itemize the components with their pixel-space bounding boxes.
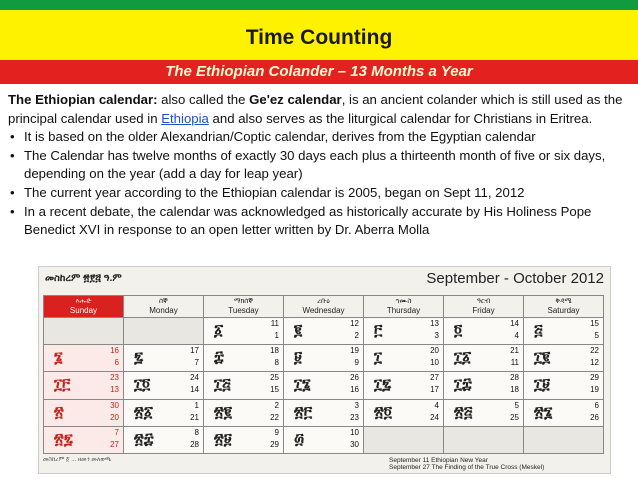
bullet-item: • The current year according to the Ethiopian calendar is 2005, began on Sept 11, 2012 [8, 184, 633, 203]
calendar-day-cell [444, 345, 524, 372]
calendar-day-cell [444, 400, 524, 427]
intro-paragraph [8, 91, 633, 128]
ethiopic-date: ፳ [54, 402, 64, 421]
calendar-footer-holidays [389, 457, 544, 471]
gregorian-date: 1 [194, 400, 199, 410]
gregorian-date: 3 [354, 400, 359, 410]
ethiopic-date: ፯ [134, 348, 144, 367]
ethiopic-date: ፮ [54, 348, 63, 367]
secondary-date: 7 [194, 358, 199, 368]
gregorian-date: 18 [270, 346, 279, 356]
gregorian-date: 4 [434, 400, 439, 410]
secondary-date: 17 [430, 385, 439, 395]
calendar-title-amharic: መስከረም ፳፻፭ ዓ.ም [45, 273, 122, 284]
gregorian-date: 17 [190, 346, 199, 356]
secondary-date: 5 [594, 331, 599, 340]
secondary-date: 22 [270, 412, 279, 422]
ethiopic-date: ፪ [294, 321, 303, 339]
calendar-day-cell [284, 345, 364, 372]
gregorian-date: 5 [514, 400, 519, 410]
calendar-day-cell [124, 372, 204, 399]
day-name-amharic: ረቡዕ [317, 298, 330, 305]
gregorian-date: 6 [594, 400, 599, 410]
ethiopic-date: ፱ [294, 348, 302, 367]
ethiopic-date: ፲፮ [294, 375, 311, 394]
gregorian-date: 27 [430, 373, 439, 383]
ethiopic-date: ፩ [214, 321, 224, 339]
calendar-day-cell [524, 400, 604, 427]
calendar-day-header [44, 296, 124, 318]
ethiopic-date: ፰ [214, 348, 224, 367]
gregorian-date: 7 [114, 427, 119, 437]
secondary-date: 23 [350, 412, 359, 422]
gregorian-date: 12 [350, 319, 359, 328]
day-name-amharic: ዓርብ [476, 298, 491, 305]
ethiopic-date: ፳፮ [534, 402, 553, 421]
secondary-date: 30 [350, 439, 359, 449]
secondary-date: 9 [354, 358, 359, 368]
secondary-date: 20 [110, 412, 119, 422]
ethiopic-date: ፳፩ [134, 402, 153, 421]
ethiopic-date: ፲፩ [454, 348, 472, 367]
intro-geez: Ge'ez calendar [249, 92, 342, 107]
secondary-date: 27 [110, 439, 119, 449]
secondary-date: 28 [190, 439, 199, 449]
gregorian-date: 22 [590, 346, 599, 356]
calendar-day-cell [364, 318, 444, 345]
gregorian-date: 15 [590, 319, 599, 328]
ethiopic-date: ፳፬ [374, 402, 392, 421]
calendar-empty-cell [124, 318, 204, 345]
day-name-english: Monday [149, 306, 178, 315]
day-name-english: Wednesday [302, 306, 345, 315]
calendar-day-cell [364, 345, 444, 372]
ethiopic-date: ፲፬ [134, 375, 151, 394]
secondary-date: 3 [434, 331, 439, 340]
calendar-day-cell [364, 372, 444, 399]
gregorian-date: 25 [270, 373, 279, 383]
ethiopic-date: ፳፯ [54, 429, 73, 448]
calendar-empty-cell [444, 427, 524, 454]
calendar-day-header [284, 296, 364, 318]
calendar-day-cell [204, 427, 284, 454]
secondary-date: 29 [270, 439, 279, 449]
bullet-item: • In a recent debate, the calendar was acknowledged as historically accurate by His Holiness Pope Benedict XVI in response to an open letter written by Dr. Aberra Molla [8, 203, 633, 240]
secondary-date: 8 [274, 358, 279, 368]
day-name-english: Sunday [69, 306, 98, 315]
secondary-date: 10 [430, 358, 439, 368]
ethiopic-date: ፳፰ [134, 429, 154, 448]
ethiopic-date: ፳፭ [454, 402, 473, 421]
gregorian-date: 29 [590, 373, 599, 383]
slide-subtitle: The Ethiopian Colander – 13 Months a Year [165, 63, 473, 80]
day-name-english: Thursday [386, 306, 421, 315]
gregorian-date: 28 [510, 373, 519, 383]
calendar-day-cell [284, 372, 364, 399]
calendar-day-header [124, 296, 204, 318]
slide-body [8, 91, 633, 240]
calendar-day-cell [524, 372, 604, 399]
secondary-date: 4 [514, 331, 519, 340]
day-name-amharic: ሰኞ [159, 298, 168, 305]
calendar-grid [43, 295, 604, 454]
calendar-day-cell [524, 318, 604, 345]
calendar-day-cell [44, 345, 124, 372]
calendar-day-cell [44, 400, 124, 427]
calendar-day-header [364, 296, 444, 318]
calendar-day-cell [284, 427, 364, 454]
calendar-day-cell [284, 318, 364, 345]
ethiopic-date: ፭ [534, 321, 543, 339]
day-name-amharic: እሑድ [75, 298, 92, 305]
gregorian-date: 16 [110, 346, 119, 356]
secondary-date: 16 [350, 385, 359, 395]
slide-title: Time Counting [245, 26, 393, 49]
calendar-title-english: September - October 2012 [426, 270, 604, 287]
secondary-date: 11 [510, 358, 519, 368]
gregorian-date: 14 [510, 319, 519, 328]
secondary-date: 24 [430, 412, 439, 422]
calendar-footer-amharic: መስከረም ፩ ... ዘመን መለወጫ [43, 457, 112, 463]
ethiopic-date: ፳፱ [214, 429, 232, 448]
ethiopic-date: ፲፱ [534, 375, 550, 394]
gregorian-date: 10 [350, 427, 359, 437]
ethiopic-date: ፳፫ [294, 402, 312, 421]
calendar-header [39, 267, 610, 291]
ethiopic-date: ፲፪ [534, 348, 551, 367]
calendar-day-cell [124, 400, 204, 427]
gregorian-date: 26 [350, 373, 359, 383]
secondary-date: 14 [190, 385, 199, 395]
gregorian-date: 21 [510, 346, 519, 356]
calendar-day-cell [124, 345, 204, 372]
calendar-day-cell [204, 345, 284, 372]
day-name-english: Tuesday [228, 306, 259, 315]
gregorian-date: 8 [194, 427, 199, 437]
gregorian-date: 2 [274, 400, 279, 410]
ethiopic-date: ፬ [454, 321, 463, 339]
gregorian-date: 23 [110, 373, 119, 383]
day-name-amharic: ኀሙስ [395, 298, 412, 305]
day-name-english: Friday [472, 306, 495, 315]
secondary-date: 21 [190, 412, 199, 422]
ethiopic-date: ፫ [374, 321, 383, 339]
bullet-item: • It is based on the older Alexandrian/Coptic calendar, derives from the Egyptian calendar [8, 128, 633, 147]
calendar-day-header [524, 296, 604, 318]
ethiopic-date: ፲ [374, 348, 382, 367]
secondary-date: 19 [590, 385, 599, 395]
ethiopic-date: ፲፰ [454, 375, 472, 394]
secondary-date: 12 [590, 358, 599, 368]
calendar-day-cell [444, 318, 524, 345]
secondary-date: 25 [510, 412, 519, 422]
secondary-date: 6 [114, 358, 119, 368]
calendar-day-cell [124, 427, 204, 454]
bullet-list [8, 128, 633, 240]
ethiopic-date: ፳፪ [214, 402, 232, 421]
calendar-day-cell [204, 400, 284, 427]
calendar-empty-cell [524, 427, 604, 454]
flag-band-green [0, 0, 638, 10]
gregorian-date: 30 [110, 400, 119, 410]
calendar-day-cell [444, 372, 524, 399]
gregorian-date: 9 [274, 427, 279, 437]
calendar-day-header [444, 296, 524, 318]
calendar-day-cell [284, 400, 364, 427]
calendar-day-cell [204, 372, 284, 399]
intro-text-1: also called the [157, 92, 250, 107]
secondary-date: 26 [590, 412, 599, 422]
gregorian-date: 13 [430, 319, 439, 328]
day-name-english: Saturday [547, 306, 580, 315]
ethiopia-link[interactable]: Ethiopia [161, 110, 209, 126]
intro-label: The Ethiopian calendar: [8, 92, 158, 107]
ethiopic-date: ፲፭ [214, 375, 231, 394]
intro-text-3: and also serves as the liturgical calendar for Christians in Eritrea. [208, 110, 593, 126]
secondary-date: 2 [354, 331, 359, 340]
gregorian-date: 24 [190, 373, 199, 383]
intro-text-2: , is an ancient colander which is still used as the principal calendar used in [8, 92, 623, 126]
secondary-date: 1 [274, 331, 279, 340]
secondary-date: 13 [110, 385, 119, 395]
calendar-day-cell [364, 400, 444, 427]
calendar-empty-cell [44, 318, 124, 345]
gregorian-date: 19 [350, 346, 359, 356]
calendar-day-cell [204, 318, 284, 345]
ethiopic-date: ፴ [294, 429, 305, 448]
holiday-new-year: September 11 Ethiopian New Year [389, 457, 488, 464]
gregorian-date: 20 [430, 346, 439, 356]
day-name-amharic: ቅዳሜ [555, 298, 572, 305]
holiday-meskel: September 27 The Finding of the True Cross (Meskel) [389, 464, 545, 471]
ethiopic-date: ፲፯ [374, 375, 392, 394]
calendar-day-header [204, 296, 284, 318]
gregorian-date: 11 [270, 319, 279, 328]
secondary-date: 15 [270, 385, 279, 395]
calendar-day-cell [44, 372, 124, 399]
ethiopic-date: ፲፫ [54, 375, 71, 394]
day-name-amharic: ማክሰኞ [233, 298, 254, 305]
bullet-item: • The Calendar has twelve months of exactly 30 days each plus a thirteenth month of five or six days, depending on the year (add a day for leap year) [8, 147, 633, 184]
calendar-image [38, 266, 611, 474]
secondary-date: 18 [510, 385, 519, 395]
calendar-day-cell [44, 427, 124, 454]
calendar-day-cell [524, 345, 604, 372]
calendar-empty-cell [364, 427, 444, 454]
